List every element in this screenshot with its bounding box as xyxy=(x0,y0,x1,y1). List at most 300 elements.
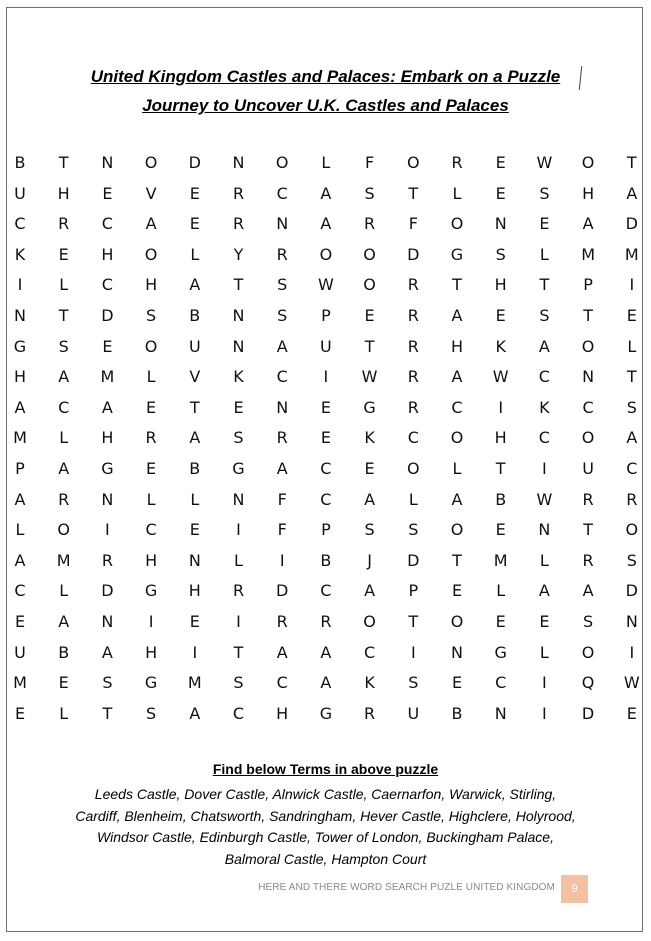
grid-letter: N xyxy=(101,153,114,172)
grid-letter: R xyxy=(364,703,376,723)
grid-letter: E xyxy=(320,428,331,448)
title-line-1: United Kingdom Castles and Palaces: Embark on a Puzzle xyxy=(90,67,561,86)
terms-line: Balmoral Castle, Hampton Court xyxy=(224,850,427,867)
grid-row xyxy=(0,272,651,298)
grid-letter: T xyxy=(102,703,113,723)
grid-letter: N xyxy=(494,703,507,723)
grid-letter: E xyxy=(495,153,506,172)
grid-letter: O xyxy=(450,612,464,631)
grid-letter: H xyxy=(494,275,507,295)
grid-letter: C xyxy=(320,489,332,509)
grid-letter: C xyxy=(101,275,113,295)
grid-letter: B xyxy=(495,489,507,509)
grid-letter: O xyxy=(450,520,464,540)
grid-letter: E xyxy=(14,703,26,723)
grid-letter: V xyxy=(145,183,157,203)
grid-letter: J xyxy=(367,550,372,570)
grid-letter: B xyxy=(14,153,26,172)
grid-letter: U xyxy=(407,703,420,723)
grid-letter: C xyxy=(232,703,245,723)
terms-line: Cardiff, Blenheim, Chatsworth, Sandringham, Hever Castle, Highclere, Holyrood, xyxy=(75,807,576,824)
grid-letter: A xyxy=(58,367,70,387)
grid-letter: A xyxy=(626,183,638,203)
grid-letter: N xyxy=(276,214,289,234)
grid-letter: R xyxy=(451,153,463,172)
grid-letter: R xyxy=(58,489,70,509)
grid-letter: H xyxy=(450,336,464,356)
grid-letter: N xyxy=(232,489,245,509)
grid-letter: H xyxy=(101,428,114,448)
grid-letter: K xyxy=(233,367,244,387)
grid-letter: R xyxy=(582,489,594,509)
grid-letter: P xyxy=(15,459,25,478)
grid-letter: O xyxy=(407,459,420,478)
grid-letter: H xyxy=(145,550,158,570)
grid-letter: L xyxy=(59,275,69,295)
grid-letter: A xyxy=(538,336,550,356)
grid-letter: I xyxy=(236,612,241,631)
grid-letter: P xyxy=(321,306,331,325)
grid-letter: M xyxy=(493,550,508,570)
grid-letter: A xyxy=(189,275,201,295)
grid-letter: Y xyxy=(233,244,244,264)
grid-letter: A xyxy=(582,214,594,234)
grid-letter: K xyxy=(495,336,506,356)
grid-letter: O xyxy=(275,153,289,172)
grid-letter: R xyxy=(407,367,419,387)
grid-letter: U xyxy=(14,642,26,662)
grid-letter: I xyxy=(410,642,416,662)
grid-letter: A xyxy=(58,459,70,478)
grid-letter: B xyxy=(451,703,463,723)
grid-letter: A xyxy=(538,581,550,601)
grid-letter: L xyxy=(190,489,200,509)
grid-row xyxy=(0,334,651,360)
grid-letter: S xyxy=(146,306,157,325)
grid-letter: R xyxy=(407,306,419,325)
grid-letter: K xyxy=(14,244,26,264)
grid-letter: G xyxy=(101,459,114,478)
grid-letter: O xyxy=(363,612,376,631)
grid-letter: T xyxy=(452,275,462,295)
grid-letter: C xyxy=(58,397,70,417)
grid-letter: S xyxy=(495,244,506,264)
grid-letter: H xyxy=(57,183,70,203)
grid-row xyxy=(0,578,651,604)
grid-letter: S xyxy=(539,306,550,325)
grid-letter: E xyxy=(146,459,157,478)
grid-letter: C xyxy=(538,428,550,448)
grid-letter: C xyxy=(495,673,507,693)
grid-letter: C xyxy=(276,367,288,387)
grid-letter: S xyxy=(408,673,419,693)
grid-letter: E xyxy=(495,612,506,631)
grid-letter: E xyxy=(495,306,506,325)
grid-letter: E xyxy=(146,397,157,417)
grid-letter: I xyxy=(542,459,547,478)
grid-letter: C xyxy=(582,397,594,417)
grid-row xyxy=(0,395,651,421)
grid-letter: E xyxy=(189,612,200,631)
grid-letter: E xyxy=(495,520,506,540)
grid-letter: T xyxy=(583,306,593,325)
footer-text: HERE AND THERE WORD SEARCH PUZLE UNITED KINGDOM xyxy=(258,882,555,893)
find-terms-heading: Find below Terms in above puzzle xyxy=(212,761,439,777)
grid-letter: T xyxy=(583,520,593,540)
grid-letter: I xyxy=(498,397,504,417)
grid-letter: H xyxy=(494,428,507,448)
grid-letter: L xyxy=(146,489,156,509)
page-number-badge: 9 xyxy=(561,875,588,903)
grid-letter: O xyxy=(450,214,464,234)
grid-letter: C xyxy=(276,673,288,693)
grid-letter: N xyxy=(101,489,114,509)
grid-letter: W xyxy=(536,489,553,509)
grid-letter: O xyxy=(625,520,639,540)
grid-letter: R xyxy=(582,550,594,570)
grid-letter: U xyxy=(14,183,26,203)
grid-letter: C xyxy=(451,397,463,417)
grid-letter: R xyxy=(276,428,288,448)
grid-letter: A xyxy=(14,550,26,570)
grid-letter: G xyxy=(450,244,464,264)
grid-letter: E xyxy=(626,306,637,325)
grid-letter: B xyxy=(58,642,70,662)
grid-letter: C xyxy=(101,214,113,234)
grid-letter: N xyxy=(451,642,463,662)
grid-letter: F xyxy=(277,520,287,540)
grid-letter: H xyxy=(13,367,27,387)
grid-letter: L xyxy=(627,336,637,356)
grid-letter: S xyxy=(277,275,288,295)
grid-letter: A xyxy=(58,612,70,631)
grid-letter: T xyxy=(452,550,462,570)
grid-letter: O xyxy=(581,336,595,356)
grid-letter: I xyxy=(629,642,635,662)
grid-letter: O xyxy=(319,244,333,264)
grid-letter: B xyxy=(189,459,201,478)
grid-letter: K xyxy=(364,428,375,448)
grid-letter: E xyxy=(189,214,200,234)
terms-line: Windsor Castle, Edinburgh Castle, Tower of London, Buckingham Palace, xyxy=(97,829,554,845)
grid-letter: U xyxy=(188,336,201,356)
grid-letter: N xyxy=(582,367,595,387)
grid-letter: Q xyxy=(581,673,595,693)
grid-letter: U xyxy=(582,459,594,478)
grid-letter: D xyxy=(276,581,289,601)
grid-letter: I xyxy=(148,612,154,631)
grid-letter: E xyxy=(189,183,200,203)
grid-letter: D xyxy=(188,153,201,172)
grid-letter: E xyxy=(102,183,113,203)
grid-letter: A xyxy=(101,642,113,662)
grid-letter: S xyxy=(364,520,375,540)
grid-letter: R xyxy=(232,214,245,234)
grid-letter: E xyxy=(102,336,113,356)
grid-letter: S xyxy=(583,612,594,631)
grid-letter: O xyxy=(144,244,158,264)
grid-letter: A xyxy=(320,642,332,662)
grid-letter: M xyxy=(13,428,27,448)
grid-letter: A xyxy=(189,703,201,723)
grid-letter: H xyxy=(101,244,114,264)
grid-letter: H xyxy=(582,183,595,203)
grid-row xyxy=(0,701,651,727)
grid-letter: R xyxy=(232,581,245,601)
grid-letter: R xyxy=(626,489,638,509)
grid-letter: L xyxy=(321,153,331,172)
grid-letter: D xyxy=(101,581,114,601)
grid-letter: T xyxy=(408,612,419,631)
grid-letter: A xyxy=(364,489,376,509)
grid-letter: O xyxy=(407,153,420,172)
grid-letter: W xyxy=(492,367,509,387)
grid-row xyxy=(0,242,651,268)
grid-letter: S xyxy=(233,673,244,693)
grid-letter: W xyxy=(317,275,334,295)
grid-letter: R xyxy=(407,275,419,295)
grid-letter: C xyxy=(320,581,332,601)
grid-letter: O xyxy=(363,244,376,264)
grid-letter: T xyxy=(364,336,375,356)
grid-row xyxy=(0,425,651,451)
grid-letter: E xyxy=(626,703,637,723)
grid-letter: A xyxy=(320,214,332,234)
grid-letter: I xyxy=(629,275,635,295)
grid-letter: D xyxy=(407,550,420,570)
grid-letter: T xyxy=(233,275,244,295)
grid-letter: W xyxy=(361,367,378,387)
grid-letter: L xyxy=(15,520,25,540)
grid-row xyxy=(0,640,651,666)
grid-letter: R xyxy=(320,612,332,631)
grid-letter: W xyxy=(536,153,553,172)
grid-letter: U xyxy=(320,336,332,356)
grid-letter: D xyxy=(625,214,638,234)
grid-letter: G xyxy=(144,581,158,601)
grid-letter: G xyxy=(494,642,507,662)
grid-letter: E xyxy=(233,397,244,417)
grid-letter: A xyxy=(276,642,288,662)
grid-row xyxy=(0,548,651,574)
grid-row xyxy=(0,181,651,207)
grid-letter: R xyxy=(364,214,376,234)
grid-letter: N xyxy=(625,612,638,631)
grid-letter: P xyxy=(583,275,593,295)
grid-letter: K xyxy=(539,397,550,417)
grid-letter: N xyxy=(101,612,114,631)
grid-letter: B xyxy=(189,306,201,325)
grid-letter: L xyxy=(539,244,549,264)
grid-letter: C xyxy=(626,459,638,478)
grid-letter: A xyxy=(145,214,157,234)
grid-letter: C xyxy=(407,428,419,448)
grid-letter: A xyxy=(320,183,332,203)
page-title xyxy=(40,62,611,120)
grid-letter: T xyxy=(495,459,506,478)
grid-letter: D xyxy=(625,581,638,601)
grid-letter: L xyxy=(190,244,200,264)
grid-row xyxy=(0,303,651,329)
grid-letter: M xyxy=(13,673,27,693)
grid-letter: F xyxy=(277,489,287,509)
grid-letter: I xyxy=(192,642,198,662)
grid-letter: M xyxy=(56,550,71,570)
title-line-2: Journey to Uncover U.K. Castles and Palaces xyxy=(142,96,509,115)
grid-letter: E xyxy=(539,612,550,631)
grid-letter: O xyxy=(450,428,464,448)
grid-letter: T xyxy=(408,183,419,203)
grid-letter: E xyxy=(58,673,69,693)
grid-letter: M xyxy=(100,367,115,387)
grid-letter: E xyxy=(364,459,375,478)
grid-letter: H xyxy=(188,581,201,601)
grid-letter: L xyxy=(452,183,462,203)
grid-letter: C xyxy=(276,183,288,203)
grid-letter: N xyxy=(276,397,289,417)
grid-letter: R xyxy=(276,244,288,264)
grid-letter: A xyxy=(451,489,463,509)
grid-letter: L xyxy=(539,642,549,662)
grid-letter: R xyxy=(145,428,157,448)
grid-letter: L xyxy=(539,550,549,570)
grid-letter: G xyxy=(363,397,376,417)
grid-letter: B xyxy=(320,550,332,570)
grid-letter: I xyxy=(236,520,241,540)
grid-letter: O xyxy=(581,153,595,172)
grid-letter: R xyxy=(407,336,419,356)
grid-letter: E xyxy=(58,244,69,264)
grid-letter: H xyxy=(276,703,289,723)
grid-letter: O xyxy=(581,428,595,448)
grid-letter: T xyxy=(58,306,69,325)
grid-letter: F xyxy=(364,153,375,172)
grid-letter: A xyxy=(364,581,376,601)
grid-row xyxy=(0,456,651,482)
grid-letter: O xyxy=(57,520,70,540)
grid-letter: O xyxy=(144,153,158,172)
grid-letter: D xyxy=(101,306,114,325)
grid-letter: G xyxy=(319,703,333,723)
grid-letter: T xyxy=(626,153,637,172)
grid-letter: L xyxy=(59,581,69,601)
grid-letter: E xyxy=(189,520,200,540)
grid-letter: R xyxy=(407,397,419,417)
grid-letter: A xyxy=(14,397,26,417)
grid-row xyxy=(0,609,651,635)
grid-letter: T xyxy=(539,275,550,295)
grid-letter: S xyxy=(58,336,69,356)
grid-letter: N xyxy=(14,306,26,325)
grid-letter: S xyxy=(626,550,637,570)
grid-letter: R xyxy=(232,183,245,203)
grid-letter: A xyxy=(451,306,463,325)
grid-letter: M xyxy=(581,244,595,264)
grid-letter: A xyxy=(626,428,638,448)
grid-letter: A xyxy=(582,581,594,601)
grid-letter: D xyxy=(581,703,595,723)
grid-letter: O xyxy=(363,275,376,295)
grid-letter: O xyxy=(581,642,595,662)
grid-letter: L xyxy=(496,581,506,601)
grid-letter: T xyxy=(233,642,244,662)
grid-letter: S xyxy=(102,673,113,693)
grid-letter: A xyxy=(189,428,201,448)
grid-letter: L xyxy=(234,550,243,570)
grid-letter: T xyxy=(58,153,69,172)
grid-letter: E xyxy=(495,183,506,203)
grid-letter: S xyxy=(539,183,550,203)
grid-letter: C xyxy=(145,520,157,540)
grid-letter: I xyxy=(17,275,23,295)
grid-letter: V xyxy=(189,367,201,387)
grid-letter: K xyxy=(364,673,375,693)
grid-letter: I xyxy=(105,520,110,540)
grid-letter: W xyxy=(623,673,640,693)
grid-row xyxy=(0,211,651,237)
grid-letter: H xyxy=(145,642,158,662)
grid-letter: I xyxy=(542,673,547,693)
grid-letter: N xyxy=(538,520,551,540)
grid-letter: P xyxy=(408,581,419,601)
grid-letter: S xyxy=(277,306,288,325)
grid-letter: T xyxy=(189,397,200,417)
grid-letter: S xyxy=(408,520,419,540)
grid-letter: G xyxy=(232,459,245,478)
grid-letter: N xyxy=(232,336,245,356)
grid-letter: S xyxy=(233,428,244,448)
grid-letter: H xyxy=(145,275,158,295)
grid-letter: S xyxy=(626,397,637,417)
grid-letter: E xyxy=(451,581,463,601)
grid-letter: R xyxy=(58,214,70,234)
grid-letter: L xyxy=(59,428,69,448)
grid-letter: S xyxy=(146,703,157,723)
grid-letter: L xyxy=(146,367,156,387)
grid-letter: I xyxy=(542,703,547,723)
grid-letter: N xyxy=(494,214,507,234)
grid-letter: R xyxy=(101,550,113,570)
grid-letter: L xyxy=(408,489,418,509)
grid-letter: G xyxy=(144,673,158,693)
grid-letter: M xyxy=(187,673,202,693)
grid-letter: N xyxy=(188,550,201,570)
grid-letter: C xyxy=(14,214,26,234)
grid-letter: F xyxy=(408,214,418,234)
terms-line: Leeds Castle, Dover Castle, Alnwick Castle, Caernarfon, Warwick, Stirling, xyxy=(94,786,557,802)
grid-letter: A xyxy=(276,336,288,356)
grid-letter: C xyxy=(14,581,26,601)
grid-letter: C xyxy=(364,642,376,662)
grid-row xyxy=(0,487,651,513)
grid-letter: C xyxy=(538,367,550,387)
grid-row xyxy=(0,670,651,696)
grid-letter: N xyxy=(232,153,245,172)
grid-row xyxy=(0,150,651,176)
grid-letter: G xyxy=(13,336,27,356)
grid-row xyxy=(0,517,651,543)
grid-letter: N xyxy=(232,306,245,325)
grid-letter: R xyxy=(276,612,288,631)
grid-letter: E xyxy=(14,612,26,631)
grid-letter: O xyxy=(144,336,158,356)
grid-letter: E xyxy=(320,397,331,417)
grid-letter: E xyxy=(451,673,463,693)
grid-letter: M xyxy=(624,244,639,264)
terms-list xyxy=(40,784,611,870)
grid-letter: S xyxy=(364,183,375,203)
grid-letter: T xyxy=(626,367,637,387)
